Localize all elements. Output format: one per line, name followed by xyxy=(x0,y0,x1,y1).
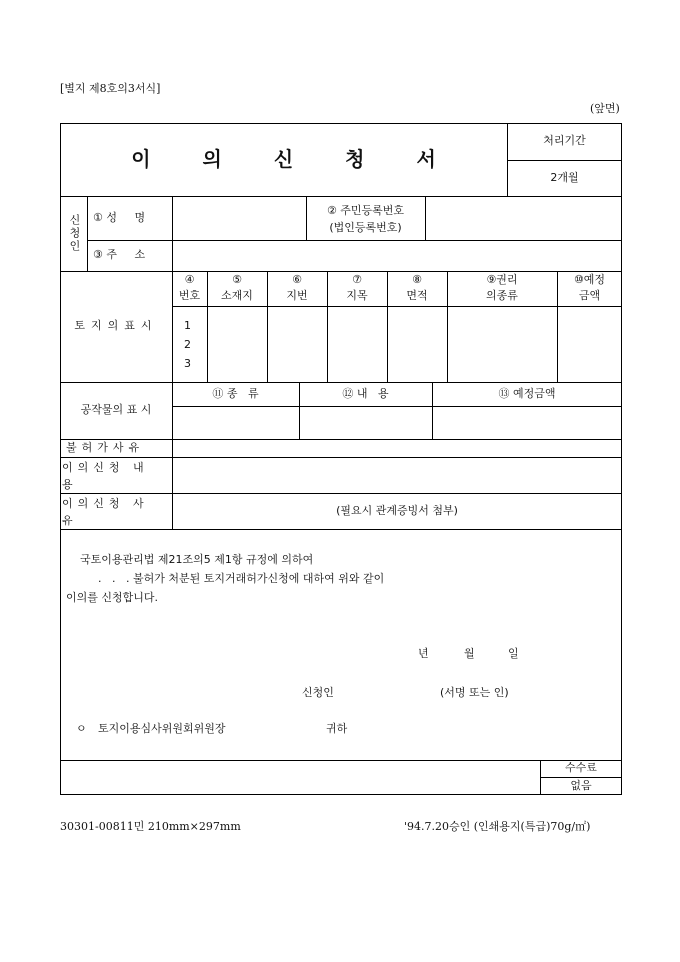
structure-col-content: ⑫ 내 용 xyxy=(342,386,389,400)
denial-reason-field[interactable] xyxy=(173,440,621,456)
land-col-lot xyxy=(267,272,327,304)
land-col-right-type-num: ⑨권리 xyxy=(486,273,518,286)
land-col-location-num: ⑤ xyxy=(232,273,242,286)
divider xyxy=(60,529,622,530)
land-col-area xyxy=(387,272,447,304)
resident-number-field[interactable] xyxy=(426,197,621,239)
objection-content-label xyxy=(62,459,172,493)
land-area-field[interactable] xyxy=(388,307,446,381)
land-col-area-num: ⑧ xyxy=(412,273,422,286)
footer-form-code: 30301-00811민 210mm×297mm xyxy=(60,820,241,833)
resident-number-label-line2: (법인등록번호) xyxy=(329,221,402,234)
footer-approval: '94.7.20승인 (인쇄용지(특급)70g/㎡) xyxy=(404,820,591,833)
honorific: 귀하 xyxy=(326,722,348,735)
structure-content-field[interactable] xyxy=(300,407,431,438)
divider xyxy=(60,760,622,761)
structure-section-label: 공작물의 표 시 xyxy=(80,403,152,417)
land-col-category xyxy=(327,272,387,304)
divider xyxy=(87,196,88,271)
process-period-label: 처리기간 xyxy=(543,134,586,148)
objection-content-label-line2: 용 xyxy=(62,478,73,491)
denial-reason-label: 불허가사유 xyxy=(66,440,145,454)
land-category-field[interactable] xyxy=(328,307,386,381)
land-col-amount-num: ⑩예정 xyxy=(573,273,606,286)
objection-reason-label xyxy=(62,495,172,529)
land-col-number-num: ④ xyxy=(184,273,195,286)
land-col-location-label: 소재지 xyxy=(221,289,253,302)
name-label: ① 성 명 xyxy=(93,210,146,224)
form-number: [별지 제8호의3서식] xyxy=(60,82,161,95)
land-lot-field[interactable] xyxy=(268,307,326,381)
address-label: ③ 주 소 xyxy=(93,248,146,262)
recipient: 토지이용심사위원회위원장 xyxy=(98,722,226,735)
page-title: 이의신청서 xyxy=(131,147,488,171)
structure-amount-field[interactable] xyxy=(433,407,621,438)
date-year-label: 년 xyxy=(418,647,429,660)
date-day-label: 일 xyxy=(508,647,519,660)
structure-col-kind: ⑪ 종 류 xyxy=(212,386,259,400)
attachment-note: (필요시 관계증빙서 첨부) xyxy=(336,503,458,517)
objection-reason-label-line2: 유 xyxy=(62,514,73,527)
land-col-category-num: ⑦ xyxy=(352,273,362,286)
land-right-type-field[interactable] xyxy=(448,307,556,381)
land-row-number: 2 xyxy=(184,338,191,351)
land-row-numbers xyxy=(184,316,191,373)
applicant-sign-label: 신청인 xyxy=(302,686,334,699)
objection-content-field[interactable] xyxy=(173,458,621,492)
statement-line-1: 국토이용관리법 제21조의5 제1항 규정에 의하여 xyxy=(80,553,314,566)
land-row-number: 1 xyxy=(184,319,191,332)
objection-reason-label-line1: 이의신청 사 xyxy=(62,497,149,510)
objection-content-label-line1: 이의신청 내 xyxy=(62,461,149,474)
land-col-amount-label: 금액 xyxy=(578,289,601,302)
land-row-number: 3 xyxy=(184,357,191,370)
signature-note: (서명 또는 인) xyxy=(440,686,509,699)
bullet-icon: ㅇ xyxy=(76,722,87,735)
address-field[interactable] xyxy=(173,241,621,270)
process-period-value: 2개월 xyxy=(550,170,579,184)
land-col-number-label: 번호 xyxy=(178,289,201,302)
land-col-lot-label: 지번 xyxy=(286,289,308,302)
statement-line-3: 이의를 신청합니다. xyxy=(66,591,159,604)
name-field[interactable] xyxy=(173,197,305,239)
structure-kind-field[interactable] xyxy=(173,407,298,438)
fee-label: 수수료 xyxy=(565,761,597,775)
land-col-right-type xyxy=(447,272,557,304)
land-location-field[interactable] xyxy=(208,307,266,381)
date-month-label: 월 xyxy=(464,647,475,660)
land-section-label: 토지의표시 xyxy=(74,319,158,333)
structure-col-amount: ⑬ 예정금액 xyxy=(498,386,556,400)
land-col-lot-num: ⑥ xyxy=(292,273,302,286)
resident-number-label-line1: ② 주민등록번호 xyxy=(326,204,405,217)
statement-line-2: . . . 불허가 처분된 토지거래허가신청에 대하여 위와 같이 xyxy=(98,572,385,585)
fee-value: 없음 xyxy=(570,778,592,792)
applicant-section-label: 신청인 xyxy=(67,214,81,253)
land-col-right-type-label: 의종류 xyxy=(486,289,518,302)
land-col-area-label: 면적 xyxy=(406,289,428,302)
land-col-amount xyxy=(557,272,622,304)
page-side: (앞면) xyxy=(590,102,620,115)
land-amount-field[interactable] xyxy=(558,307,621,381)
land-col-location xyxy=(207,272,267,304)
resident-number-label xyxy=(306,202,425,236)
land-col-category-label: 지목 xyxy=(346,289,368,302)
land-col-number xyxy=(172,272,207,304)
